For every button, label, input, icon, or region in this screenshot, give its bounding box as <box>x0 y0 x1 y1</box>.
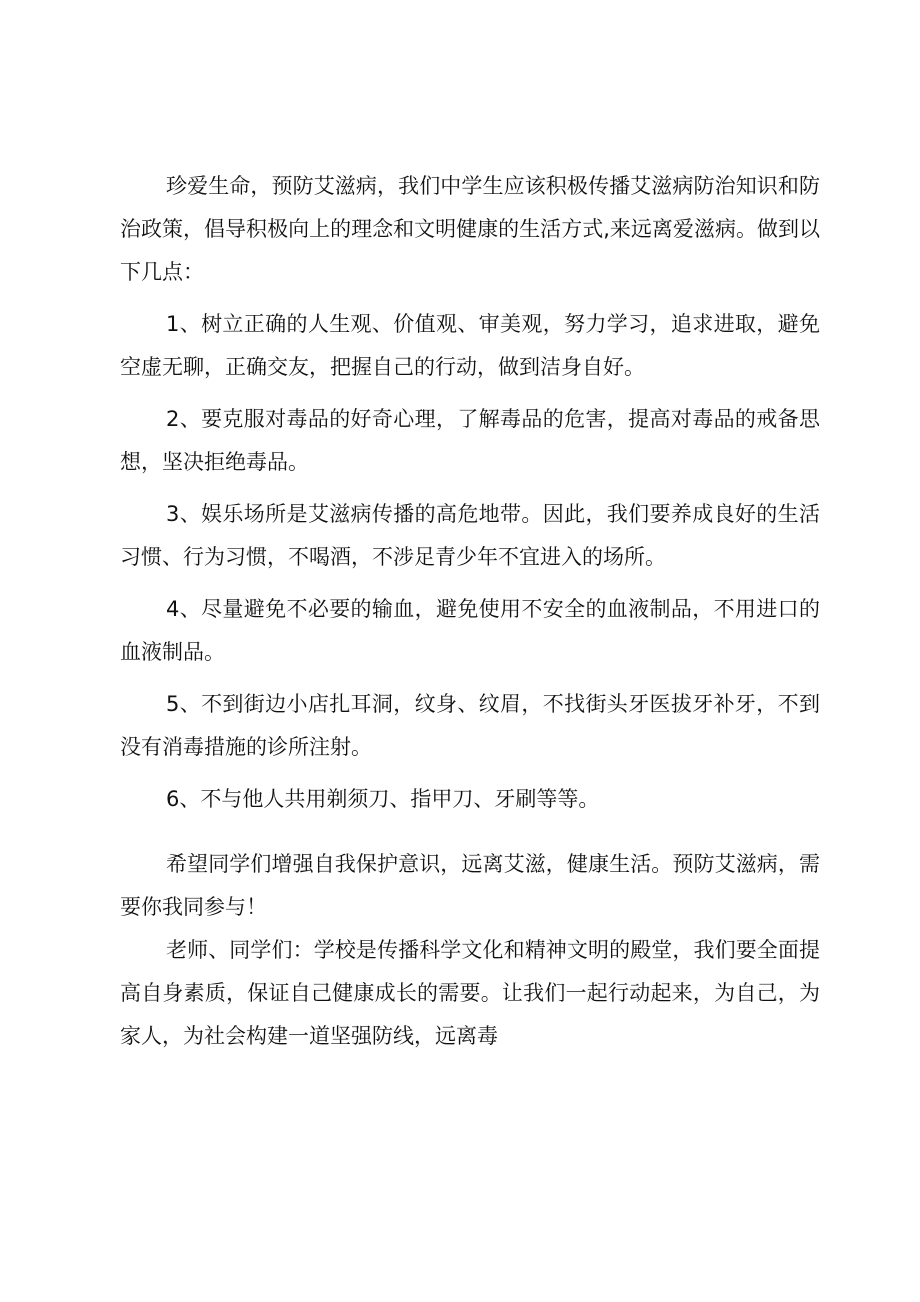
point-1-paragraph: 1、树立正确的人生观、价值观、审美观，努力学习，追求进取，避免空虚无聊，正确交友，把握自己的行动，做到洁身自好。 <box>120 312 820 379</box>
point-3-paragraph: 3、娱乐场所是艾滋病传播的高危地带。因此，我们要养成良好的生活习惯、行为习惯，不喝酒，不涉足青少年不宜进入的场所。 <box>120 502 820 569</box>
appeal-paragraph: 老师、同学们：学校是传播科学文化和精神文明的殿堂，我们要全面提高自身素质，保证自己健康成长的需要。让我们一起行动起来，为自己，为家人，为社会构建一道坚强防线，远离毒 <box>120 938 820 1048</box>
hope-paragraph: 希望同学们增强自我保护意识，远离艾滋，健康生活。预防艾滋病，需要你我同参与！ <box>120 852 820 919</box>
point-6-paragraph: 6、不与他人共用剃须刀、指甲刀、牙刷等等。 <box>166 787 600 811</box>
point-5-paragraph: 5、不到街边小店扎耳洞，纹身、纹眉，不找街头牙医拔牙补牙，不到没有消毒措施的诊所注射。 <box>120 692 820 759</box>
point-4-paragraph: 4、尽量避免不必要的输血，避免使用不安全的血液制品，不用进口的血液制品。 <box>120 597 820 664</box>
document-body <box>120 165 820 1058</box>
intro-paragraph: 珍爱生命，预防艾滋病，我们中学生应该积极传播艾滋病防治知识和防治政策，倡导积极向上的理念和文明健康的生活方式,来远离爱滋病。做到以下几点： <box>120 174 820 284</box>
point-2-paragraph: 2、要克服对毒品的好奇心理，了解毒品的危害，提高对毒品的戒备思想，坚决拒绝毒品。 <box>120 407 820 474</box>
